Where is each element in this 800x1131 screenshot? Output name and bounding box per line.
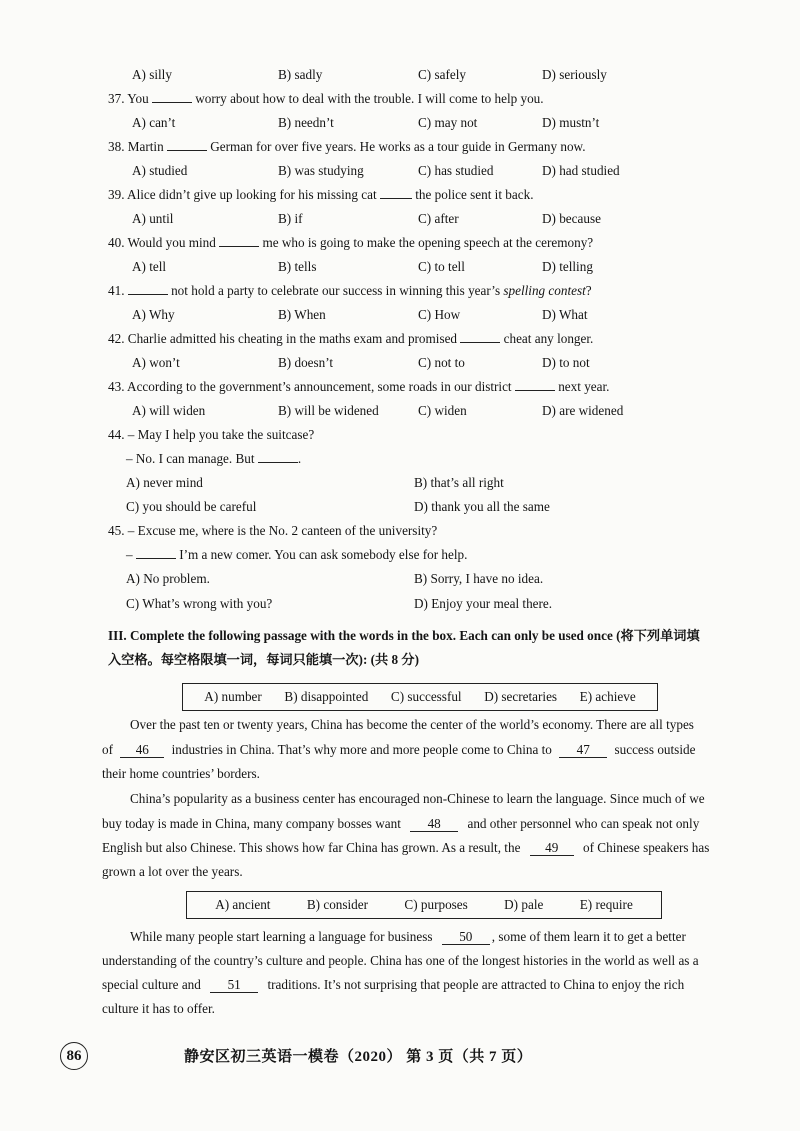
para2-l2b: and other personnel who can speak not only	[467, 816, 700, 831]
q40-option-c: C) to tell	[418, 259, 465, 274]
q42-pre: 42. Charlie admitted his cheating in the maths exam and promised	[108, 331, 458, 346]
para2-line2	[102, 812, 699, 837]
q41-option-b: B) When	[278, 307, 326, 322]
q45-line2-post: I’m a new comer. You can ask somebody else for help.	[179, 547, 468, 562]
q44-line2-pre: – No. I can manage. But	[126, 451, 255, 466]
q45-blank	[136, 546, 176, 559]
word-box-2-item-d: D) pale	[504, 897, 544, 912]
blank-51: 51	[210, 978, 258, 993]
blank-50: 50	[442, 930, 490, 945]
q36-option-d: D) seriously	[542, 67, 607, 82]
word-box-1-item-b: B) disappointed	[284, 689, 369, 704]
q43-stem	[108, 378, 609, 396]
q44-option-a: A) never mind	[126, 475, 203, 490]
q44-line2-post: .	[297, 451, 302, 466]
para3-line1	[130, 925, 686, 950]
q41-option-a: A) Why	[132, 307, 175, 322]
q44-option-c: C) you should be careful	[126, 499, 257, 514]
word-box-1-item-d: D) secretaries	[484, 689, 558, 704]
q38-option-c: C) has studied	[418, 163, 494, 178]
word-box-1-item-e: E) achieve	[579, 689, 636, 704]
para1-line1: Over the past ten or twenty years, China has become the center of the world’s economy. There are all types	[130, 717, 694, 732]
q40-pre: 40. Would you mind	[108, 235, 216, 250]
q43-option-a: A) will widen	[132, 403, 206, 418]
q37-pre: 37. You	[108, 91, 149, 106]
q40-stem	[108, 234, 593, 252]
para2-line1: China’s popularity as a business center has encouraged non-Chinese to learn the language. Since much of we	[130, 791, 705, 806]
q41-stem	[108, 282, 592, 300]
para3-l3a: special culture and	[102, 977, 201, 992]
q45-option-d: D) Enjoy your meal there.	[414, 596, 553, 611]
q41-italic: spelling contest	[503, 283, 586, 298]
word-box-2-item-e: E) require	[579, 897, 633, 912]
q37-blank	[152, 90, 192, 103]
q44-line2	[126, 450, 301, 468]
para2-l3a: English but also Chinese. This shows how far China has grown. As a result, the	[102, 840, 521, 855]
q39-option-a: A) until	[132, 211, 174, 226]
q37-post: worry about how to deal with the trouble. I will come to help you.	[195, 91, 544, 106]
q43-post: next year.	[558, 379, 610, 394]
word-box-2-item-a: A) ancient	[215, 897, 271, 912]
para2-l2a: buy today is made in China, many company bosses want	[102, 816, 401, 831]
q45-option-b: B) Sorry, I have no idea.	[414, 571, 544, 586]
q39-post: the police sent it back.	[415, 187, 534, 202]
q43-option-c: C) widen	[418, 403, 467, 418]
q42-stem	[108, 330, 593, 348]
q36-option-b: B) sadly	[278, 67, 323, 82]
word-box-2-item-b: B) consider	[306, 897, 369, 912]
q43-option-b: B) will be widened	[278, 403, 379, 418]
para3-l1b: , some of them learn it to get a better	[491, 929, 686, 944]
q42-blank	[460, 330, 500, 343]
page-badge: 86	[60, 1042, 88, 1070]
q38-stem	[108, 138, 586, 156]
para3-line2: understanding of the country’s culture and people. China has one of the longest histories in the world as well as a	[102, 953, 699, 968]
word-box-1-item-c: C) successful	[390, 689, 462, 704]
blank-46: 46	[120, 743, 164, 758]
q43-option-d: D) are widened	[542, 403, 624, 418]
q37-option-c: C) may not	[418, 115, 478, 130]
q41-end: ?	[585, 283, 592, 298]
q39-blank	[380, 186, 412, 199]
blank-47: 47	[559, 743, 607, 758]
q38-option-a: A) studied	[132, 163, 188, 178]
section3-heading-line1: III. Complete the following passage with the words in the box. Each can only be used once (将下列单词填	[108, 628, 700, 643]
q42-option-b: B) doesn’t	[278, 355, 334, 370]
para3-line3	[102, 973, 684, 998]
q44-line1: 44. – May I help you take the suitcase?	[108, 427, 315, 442]
q38-blank	[167, 138, 207, 151]
q42-option-d: D) to not	[542, 355, 590, 370]
para3-l1a: While many people start learning a language for business	[130, 929, 433, 944]
para1-l2a: of	[102, 742, 113, 757]
word-box-1-item-a: A) number	[204, 689, 262, 704]
q40-option-b: B) tells	[278, 259, 317, 274]
q42-option-c: C) not to	[418, 355, 465, 370]
q40-option-a: A) tell	[132, 259, 167, 274]
para3-l3b: traditions. It’s not surprising that people are attracted to China to enjoy the rich	[267, 977, 685, 992]
q39-stem	[108, 186, 534, 204]
q43-blank	[515, 378, 555, 391]
q41-option-c: C) How	[418, 307, 461, 322]
footer-text: 静安区初三英语一模卷（2020） 第 3 页（共 7 页）	[184, 1049, 533, 1065]
blank-48: 48	[410, 817, 458, 832]
q39-option-b: B) if	[278, 211, 303, 226]
q37-stem	[108, 90, 544, 108]
q40-option-d: D) telling	[542, 259, 593, 274]
q38-pre: 38. Martin	[108, 139, 164, 154]
q45-option-a: A) No problem.	[126, 571, 210, 586]
q45-option-c: C) What’s wrong with you?	[126, 596, 273, 611]
page-footer	[0, 1042, 800, 1072]
q44-blank	[258, 450, 298, 463]
para1-line3: their home countries’ borders.	[102, 766, 260, 781]
q39-option-d: D) because	[542, 211, 601, 226]
para1-line2	[102, 738, 750, 763]
q41-post: not hold a party to celebrate our success in winning this year’s	[171, 283, 501, 298]
q38-option-d: D) had studied	[542, 163, 620, 178]
word-box-1	[182, 683, 658, 711]
q43-pre: 43. According to the government’s announcement, some roads in our district	[108, 379, 512, 394]
para2-line3	[102, 836, 709, 861]
para3-line4: culture it has to offer.	[102, 1001, 215, 1016]
q41-option-d: D) What	[542, 307, 588, 322]
q37-option-d: D) mustn’t	[542, 115, 600, 130]
q36-option-a: A) silly	[132, 67, 172, 82]
q42-post: cheat any longer.	[503, 331, 594, 346]
para2-l3b: of Chinese speakers has	[583, 840, 710, 855]
q44-option-d: D) thank you all the same	[414, 499, 550, 514]
word-box-2	[186, 891, 662, 919]
para2-line4: grown a lot over the years.	[102, 864, 243, 879]
q41-blank	[128, 282, 168, 295]
q36-option-c: C) safely	[418, 67, 466, 82]
blank-49: 49	[530, 841, 574, 856]
q40-post: me who is going to make the opening speech at the ceremony?	[262, 235, 594, 250]
para1-l2c: success outside	[614, 742, 696, 757]
q38-option-b: B) was studying	[278, 163, 364, 178]
q37-option-a: A) can’t	[132, 115, 176, 130]
section3-heading-line2: 入空格。每空格限填一词，每词只能填一次): (共 8 分)	[108, 652, 419, 667]
q42-option-a: A) won’t	[132, 355, 180, 370]
q37-option-b: B) needn’t	[278, 115, 334, 130]
q40-blank	[219, 234, 259, 247]
q44-option-b: B) that’s all right	[414, 475, 504, 490]
q39-pre: 39. Alice didn’t give up looking for his missing cat	[108, 187, 377, 202]
q38-post: German for over five years. He works as a tour guide in Germany now.	[210, 139, 586, 154]
word-box-2-item-c: C) purposes	[404, 897, 468, 912]
para1-l2b: industries in China. That’s why more and more people come to China to	[171, 742, 552, 757]
q39-option-c: C) after	[418, 211, 459, 226]
q41-pre: 41.	[108, 283, 125, 298]
q45-line1: 45. – Excuse me, where is the No. 2 canteen of the university?	[108, 523, 438, 538]
q45-line2	[126, 546, 467, 564]
q45-line2-pre: –	[126, 547, 133, 562]
